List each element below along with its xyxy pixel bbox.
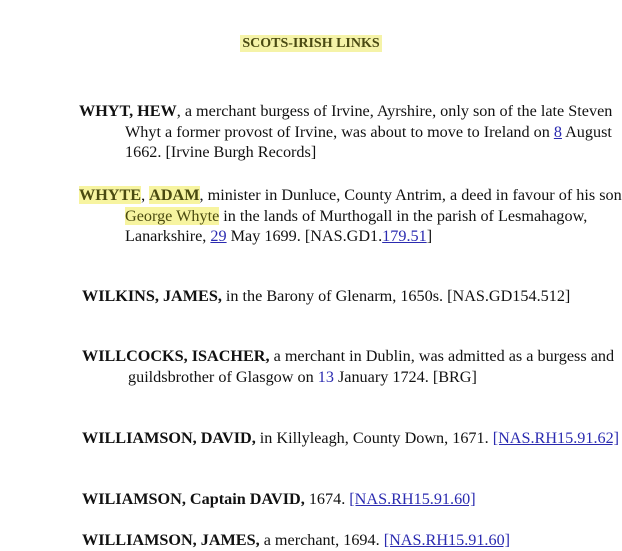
entry-text: May 1699. [NAS.GD1. <box>226 227 383 245</box>
entry-text: in Killyleagh, County Down, 1671. <box>255 429 493 447</box>
reference-link[interactable]: [NAS.RH15.91.60] <box>383 531 511 549</box>
entry-text: in the lands of Murthogall in the parish of Lesmahagow, Lanarkshire, <box>125 206 588 245</box>
entry-name: WILIAMSON, Captain DAVID, <box>82 490 305 508</box>
entry-name: WILKINS, JAMES, <box>82 287 222 305</box>
entry-text: a merchant in Dublin, was admitted as a burgess and guildsbrother of Glasgow on <box>128 347 615 386</box>
entry-name-highlighted: ADAM <box>149 186 200 204</box>
entry-whyte-adam: WHYTE, ADAM, minister in Dunluce, County Antrim, a deed in favour of his son George Whyte in the lands of Murthogall in the parish of Lesmahagow, Lanarkshire, 29 May 1699. [NAS.GD1.179.51] <box>79 186 622 245</box>
reference-link[interactable]: [NAS.RH15.91.62] <box>492 429 620 447</box>
entry-name: WHYT, HEW <box>79 102 177 120</box>
entry-name: WILLIAMSON, JAMES, <box>82 531 260 549</box>
entry-name: WILLIAMSON, DAVID, <box>82 429 256 447</box>
entry-name: WILLCOCKS, ISACHER, <box>82 347 270 365</box>
entry-whyt-hew <box>79 101 622 163</box>
date-link[interactable]: 29 <box>210 227 227 245</box>
entry-text: in the Barony of Glenarm, 1650s. [NAS.GD154.512] <box>221 287 571 305</box>
entry-wiliamson-captain-david <box>82 489 622 510</box>
entry-wilkins-james <box>82 286 622 307</box>
entry-williamson-james <box>82 530 622 551</box>
entry-name-highlighted: WHYTE <box>79 186 142 204</box>
entry-text: a merchant, 1694. <box>259 531 384 549</box>
entry-text: August 1662. [Irvine Burgh Records] <box>125 122 612 161</box>
page-title: SCOTS-IRISH LINKS <box>242 36 380 51</box>
entry-williamson-david <box>82 428 622 449</box>
date-link[interactable]: 8 <box>553 122 562 141</box>
entry-text: 1674. <box>304 490 350 508</box>
entry-text: , minister in Dunluce, County Antrim, a deed in favour of his son <box>199 186 622 204</box>
reference-link[interactable]: [NAS.RH15.91.60] <box>349 490 476 508</box>
entry-willcocks-isacher <box>82 346 622 387</box>
highlighted-name: George Whyte <box>125 206 220 225</box>
entry-text: January 1724. [BRG] <box>333 367 477 386</box>
date-link[interactable]: 13 <box>317 367 334 386</box>
entry-text: , a merchant burgess of Irvine, Ayrshire, only son of the late Steven Whyt a former provost of Irvine, was about to move to Ireland on <box>125 102 613 141</box>
reference-link[interactable]: 179.51 <box>382 227 427 245</box>
